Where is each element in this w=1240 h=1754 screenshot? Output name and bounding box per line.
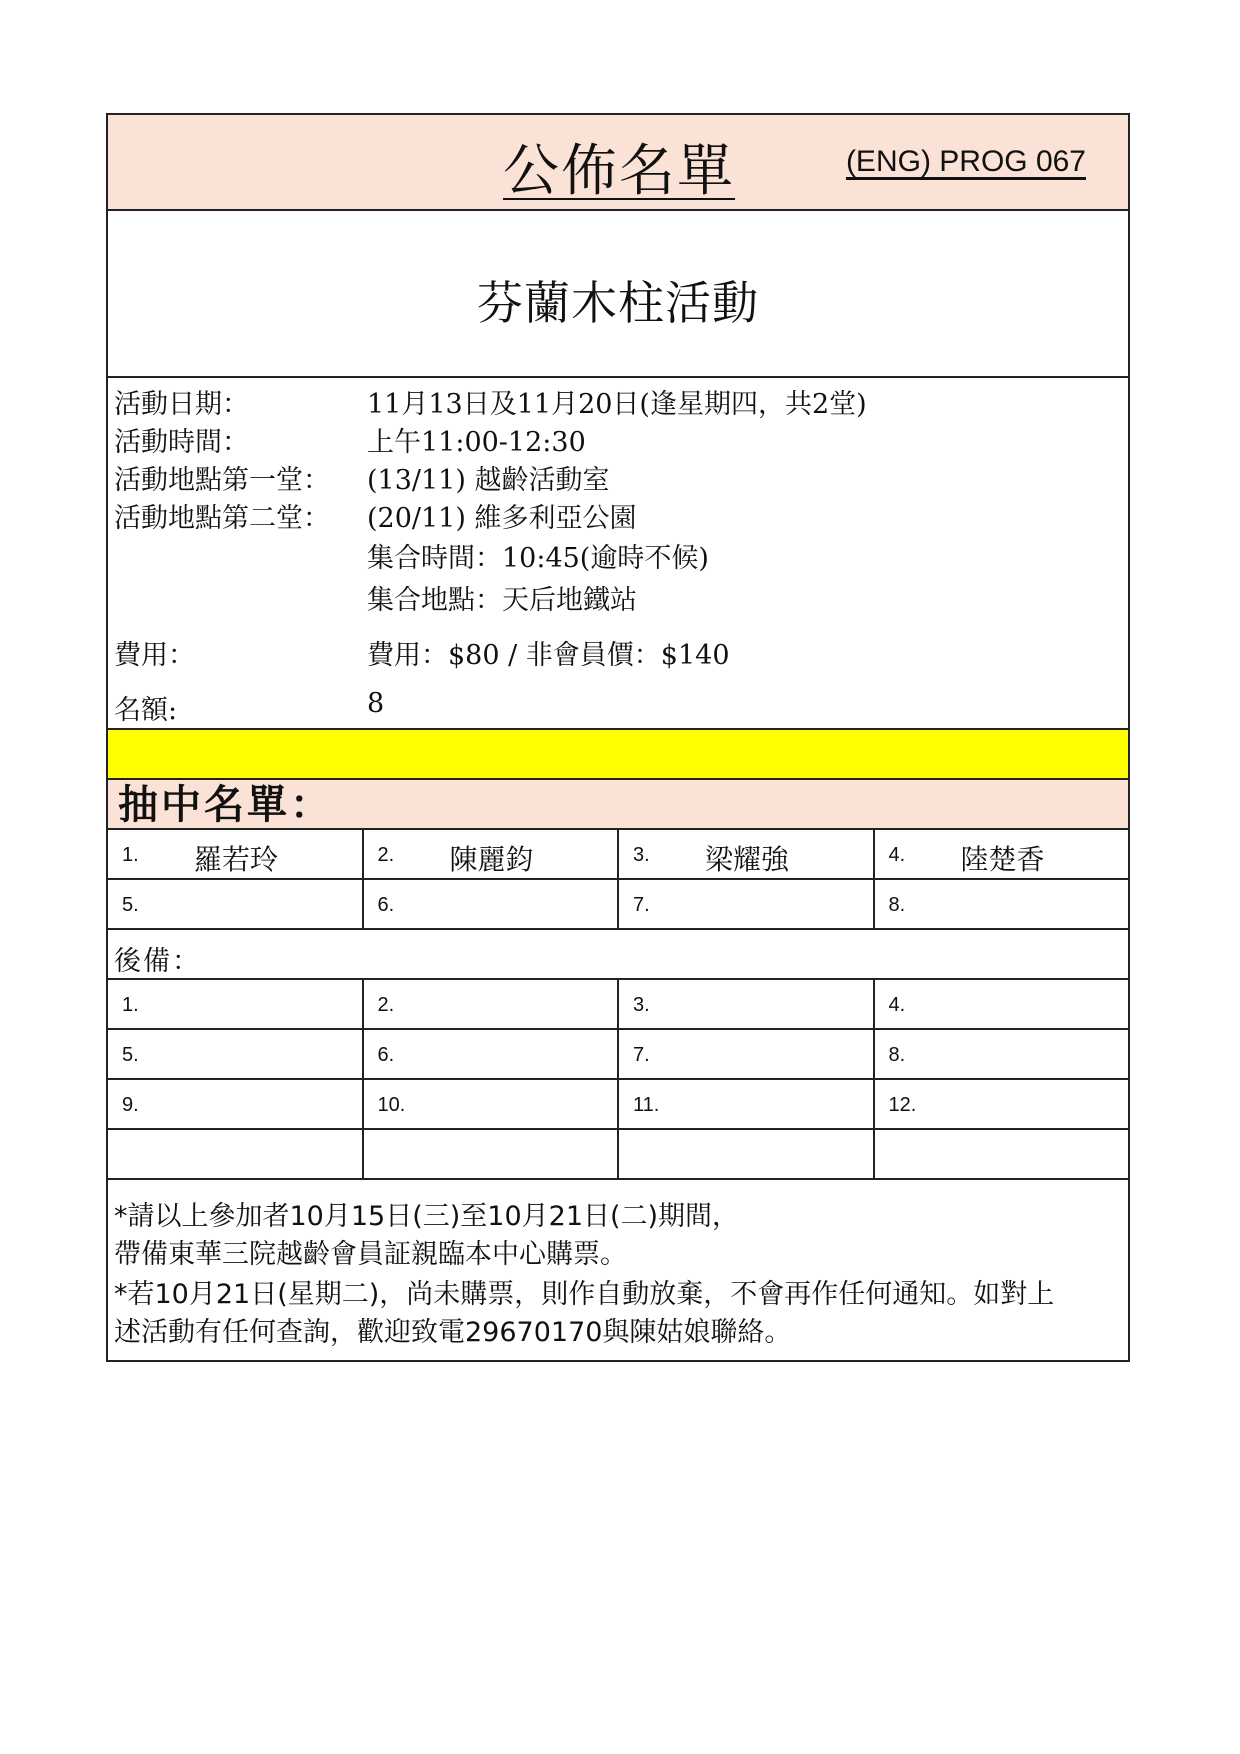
- detail-label-time: 活動時間：: [114, 427, 249, 458]
- backup-header: [108, 930, 1128, 980]
- lottery-cell: [364, 830, 620, 878]
- detail-value-date: 11月13日及11月20日(逢星期四，共2堂): [367, 389, 867, 420]
- page-title: 公佈名單: [503, 139, 735, 204]
- detail-label-venue1: 活動地點第一堂：: [114, 465, 330, 496]
- program-code: (ENG) PROG 067: [845, 145, 1086, 178]
- note-line-3: *若10月21日(星期二)，尚未購票，則作自動放棄，不會再作任何通知。如對上: [114, 1279, 1055, 1310]
- backup-row-2: [108, 1030, 1128, 1080]
- winner-name: 羅若玲: [194, 843, 279, 876]
- cell-number: 9.: [122, 1094, 139, 1116]
- cell-number: 8.: [888, 1044, 906, 1066]
- lottery-cell: [108, 880, 364, 928]
- lottery-title: 抽中名單：: [118, 782, 333, 828]
- detail-value-quota: 8: [367, 688, 385, 719]
- backup-cell: [364, 1030, 620, 1078]
- backup-cell: [875, 1030, 1129, 1078]
- backup-label: 後備：: [114, 946, 201, 977]
- detail-value-meeting-place: 集合地點：天后地鐵站: [367, 585, 637, 616]
- cell-number: 7.: [633, 894, 650, 916]
- note-line-1: *請以上參加者10月15日(三)至10月21日(二)期間，: [114, 1201, 740, 1232]
- backup-cell: [108, 980, 364, 1028]
- backup-cell: [108, 1080, 364, 1128]
- cell-number: 11.: [633, 1094, 660, 1116]
- detail-label-quota: 名額:: [114, 695, 178, 726]
- lottery-row-1: [108, 830, 1128, 880]
- backup-cell: [108, 1030, 364, 1078]
- lottery-header: [108, 780, 1128, 830]
- cell-number: 12.: [888, 1094, 917, 1116]
- backup-row-3: [108, 1080, 1128, 1130]
- backup-cell: [619, 1080, 875, 1128]
- lottery-cell: [108, 830, 364, 878]
- header-row: [108, 115, 1128, 211]
- cell-number: 3.: [633, 844, 650, 866]
- note-line-4: 述活動有任何查詢，歡迎致電29670170與陳姑娘聯絡。: [114, 1317, 792, 1348]
- lottery-cell: [619, 830, 875, 878]
- detail-value-venue2: (20/11) 維多利亞公園: [367, 503, 637, 534]
- backup-cell: [364, 1080, 620, 1128]
- empty-cell: [619, 1130, 875, 1178]
- backup-cell: [364, 980, 620, 1028]
- empty-cell: [875, 1130, 1129, 1178]
- backup-cell: [619, 1030, 875, 1078]
- details-section: [108, 378, 1128, 730]
- cell-number: 6.: [377, 1044, 395, 1066]
- cell-number: 1.: [122, 844, 139, 866]
- winner-name: 梁耀強: [705, 843, 790, 876]
- note-line-2: 帶備東華三院越齡會員証親臨本中心購票。: [114, 1239, 627, 1270]
- lottery-cell: [364, 880, 620, 928]
- activity-name: 芬蘭木柱活動: [477, 276, 759, 330]
- cell-number: 4.: [888, 844, 906, 866]
- winner-name: 陳麗鈞: [449, 843, 534, 876]
- cell-number: 5.: [122, 1044, 139, 1066]
- cell-number: 3.: [633, 994, 650, 1016]
- announcement-sheet: [106, 113, 1130, 1362]
- detail-value-fee: 費用：$80 / 非會員價：$140: [367, 640, 730, 671]
- backup-cell: [619, 980, 875, 1028]
- backup-row-1: [108, 980, 1128, 1030]
- notes-section: [108, 1180, 1128, 1360]
- backup-cell: [875, 980, 1129, 1028]
- empty-cell: [108, 1130, 364, 1178]
- cell-number: 2.: [377, 994, 395, 1016]
- activity-row: [108, 211, 1128, 378]
- cell-number: 6.: [377, 894, 395, 916]
- lottery-cell: [619, 880, 875, 928]
- backup-cell: [875, 1080, 1129, 1128]
- detail-label-date: 活動日期：: [114, 389, 249, 420]
- lottery-row-2: [108, 880, 1128, 930]
- detail-value-venue1: (13/11) 越齡活動室: [367, 465, 610, 496]
- cell-number: 2.: [377, 844, 395, 866]
- empty-cell: [364, 1130, 620, 1178]
- detail-value-meeting-time: 集合時間：10:45(逾時不候): [367, 543, 709, 574]
- winner-name: 陸楚香: [960, 843, 1045, 876]
- detail-label-venue2: 活動地點第二堂：: [114, 503, 330, 534]
- lottery-cell: [875, 830, 1129, 878]
- detail-value-time: 上午11:00-12:30: [367, 427, 586, 458]
- cell-number: 8.: [888, 894, 906, 916]
- cell-number: 10.: [377, 1094, 406, 1116]
- cell-number: 1.: [122, 994, 139, 1016]
- cell-number: 7.: [633, 1044, 650, 1066]
- empty-row: [108, 1130, 1128, 1180]
- lottery-cell: [875, 880, 1129, 928]
- detail-label-fee: 費用：: [114, 640, 195, 671]
- cell-number: 5.: [122, 894, 139, 916]
- cell-number: 4.: [888, 994, 906, 1016]
- highlight-bar: [108, 730, 1128, 780]
